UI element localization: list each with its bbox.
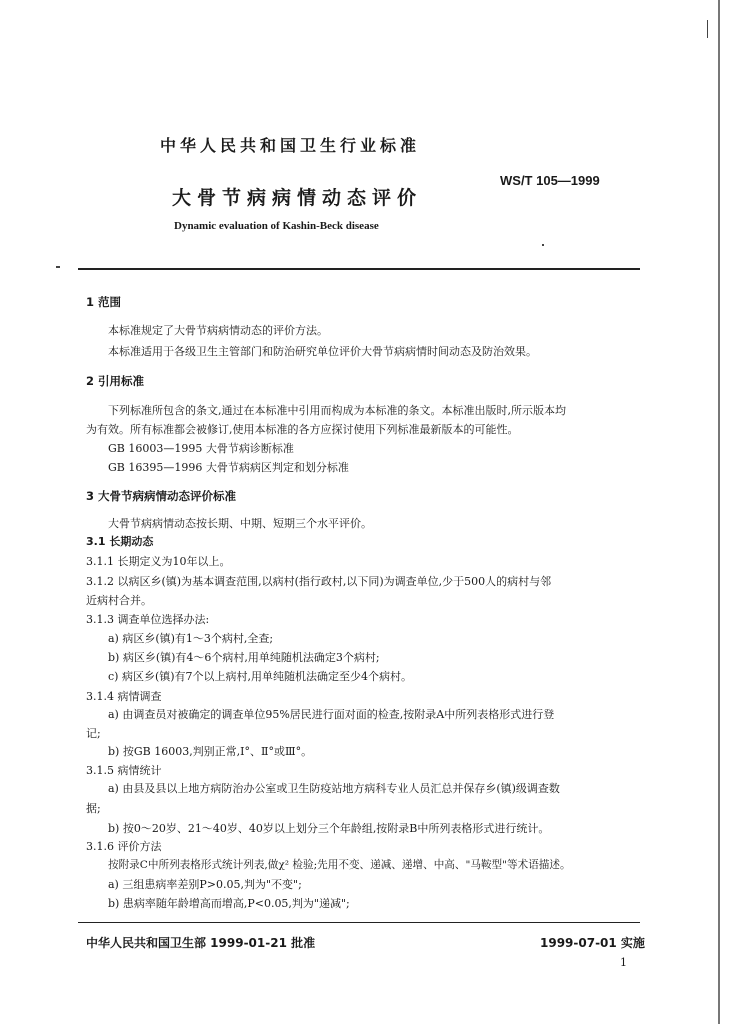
footer-rule — [78, 922, 640, 923]
list-item: b) 病区乡(镇)有4～6个病村,用单纯随机法确定3个病村; — [108, 651, 380, 664]
scan-speck — [56, 266, 60, 268]
implementation-date: 1999-07-01 实施 — [540, 936, 645, 950]
approval-date: 中华人民共和国卫生部 1999-01-21 批准 — [86, 936, 316, 950]
section-3-heading: 3 大骨节病病情动态评价标准 — [86, 489, 237, 503]
scan-edge-line — [718, 0, 720, 1024]
clause: 3.1.3 调查单位选择办法: — [86, 613, 210, 626]
list-item: a) 由调查员对被确定的调查单位95%居民进行面对面的检查,按附录A中所列表格形式进行登 — [108, 708, 555, 721]
section-2-heading: 2 引用标准 — [86, 374, 145, 388]
list-item: b) 患病率随年龄增高而增高,P<0.05,判为"递减"; — [108, 897, 350, 910]
clause: 近病村合并。 — [86, 594, 152, 607]
list-item: a) 病区乡(镇)有1～3个病村,全查; — [108, 632, 274, 645]
standard-type-heading: 中华人民共和国卫生行业标准 — [160, 136, 421, 155]
scan-speck — [542, 244, 544, 246]
clause: 3.1.1 长期定义为10年以上。 — [86, 555, 231, 568]
list-item: b) 按0～20岁、21～40岁、40岁以上划分三个年龄组,按附录B中所列表格形式进行统计。 — [108, 822, 550, 835]
paragraph: 大骨节病病情动态按长期、中期、短期三个水平评价。 — [108, 517, 372, 530]
clause: 3.1.4 病情调查 — [86, 690, 162, 703]
paragraph: 下列标准所包含的条文,通过在本标准中引用而构成为本标准的条文。本标准出版时,所示版本均 — [108, 404, 566, 417]
section-1-heading: 1 范围 — [86, 295, 122, 309]
header-rule — [78, 268, 640, 270]
list-item: a) 由县及县以上地方病防治办公室或卫生防疫站地方病科专业人员汇总并保存乡(镇)级调查数 — [108, 782, 560, 795]
paragraph: 为有效。所有标准都会被修订,使用本标准的各方应探讨使用下列标准最新版本的可能性。 — [86, 423, 519, 436]
clause: 3.1.2 以病区乡(镇)为基本调查范围,以病村(指行政村,以下同)为调查单位,少于500人的病村与邻 — [86, 575, 552, 588]
clause: 3.1.6 评价方法 — [86, 840, 162, 853]
list-item: 据; — [86, 802, 101, 815]
paragraph: 本标准适用于各级卫生主管部门和防治研究单位评价大骨节病病情时间动态及防治效果。 — [108, 345, 537, 358]
document-subtitle: Dynamic evaluation of Kashin-Beck disease — [174, 220, 379, 232]
standard-code: WS/T 105—1999 — [500, 173, 600, 188]
list-item: 记; — [86, 727, 101, 740]
paragraph: 本标准规定了大骨节病病情动态的评价方法。 — [108, 324, 328, 337]
paragraph: 按附录C中所列表格形式统计列表,做χ² 检验;先用不变、递减、递增、中高、"马鞍型"等术语描述。 — [108, 859, 571, 871]
document-title: 大骨节病病情动态评价 — [172, 187, 423, 209]
list-item: b) 按GB 16003,判别正常,Ⅰ°、Ⅱ°或Ⅲ°。 — [108, 745, 313, 758]
reference-item: GB 16395—1996 大骨节病病区判定和划分标准 — [108, 461, 349, 474]
scan-speck — [707, 20, 708, 38]
list-item: a) 三组患病率差别P>0.05,判为"不变"; — [108, 878, 302, 891]
subsection-heading: 3.1 长期动态 — [86, 535, 154, 548]
page-number: 1 — [620, 956, 627, 969]
list-item: c) 病区乡(镇)有7个以上病村,用单纯随机法确定至少4个病村。 — [108, 670, 413, 683]
reference-item: GB 16003—1995 大骨节病诊断标准 — [108, 442, 294, 455]
clause: 3.1.5 病情统计 — [86, 764, 162, 777]
